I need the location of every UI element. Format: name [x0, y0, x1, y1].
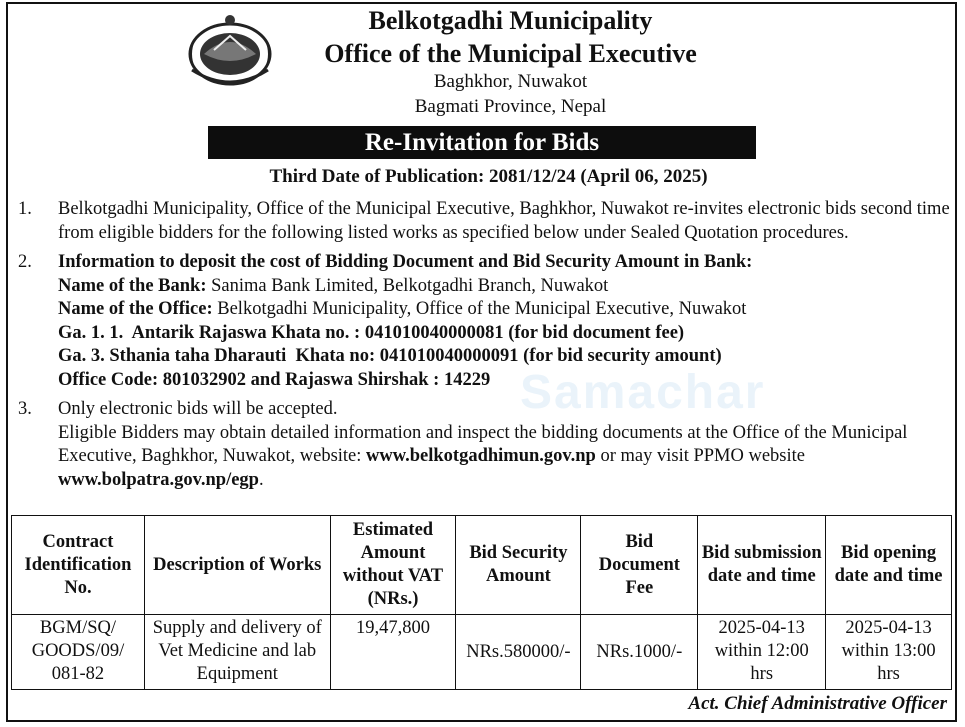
cell-description: Supply and delivery of Vet Medicine and lab Equipment — [144, 615, 330, 690]
item-3 — [18, 398, 952, 492]
electronic-bids-line: Only electronic bids will be accepted. — [58, 399, 338, 419]
municipality-website-link[interactable]: www.belkotgadhimun.gov.np — [366, 446, 596, 466]
item-number: 3. — [18, 399, 32, 419]
header-contract-id: Contract Identification No. — [12, 516, 145, 615]
signatory-title: Act. Chief Administrative Officer — [688, 693, 947, 714]
header-opening-date: Bid opening date and time — [826, 516, 952, 615]
address-line-1: Baghkhor, Nuwakot — [433, 71, 588, 92]
bank-info-heading: Information to deposit the cost of Bidding Document and Bid Security Amount in Bank: — [58, 252, 753, 272]
bank-name-line: Name of the Bank: Sanima Bank Limited, Belkotgadhi Branch, Nuwakot — [58, 275, 609, 296]
table-header-row — [12, 516, 952, 615]
cell-document-fee: NRs.1000/- — [581, 615, 698, 690]
letterhead — [0, 4, 965, 119]
item-number: 1. — [18, 199, 32, 219]
watermark: Samachar — [520, 366, 766, 419]
notice-items — [18, 198, 952, 492]
cell-submission-date: 2025-04-13 within 12:00 hrs — [698, 615, 826, 690]
address-line-2: Bagmati Province, Nepal — [414, 96, 607, 117]
account-line-ga3: Ga. 3. Sthania taha Dharauti Khata no: 041010040000091 (for bid security amount) — [58, 346, 722, 366]
notice-title-banner: Re-Invitation for Bids — [208, 126, 756, 159]
bidder-info-paragraph: Eligible Bidders may obtain detailed information and inspect the bidding documents at the Office of the Municipal Executive, Baghkhor, Nuwakot, website: www.belkotgadhimun.gov.np or may visit PPMO website www.bolpatra.gov.np/egp. — [58, 422, 908, 490]
office-name: Office of the Municipal Executive — [324, 39, 697, 68]
cell-opening-date: 2025-04-13 within 13:00 hrs — [826, 615, 952, 690]
header-document-fee: Bid Document Fee — [581, 516, 698, 615]
office-code-line: Office Code: 801032902 and Rajaswa Shirshak : 14229 — [58, 369, 491, 390]
table-row — [12, 615, 952, 690]
ppmo-website-link[interactable]: www.bolpatra.gov.np/egp — [58, 469, 259, 490]
cell-estimated-amount: 19,47,800 — [330, 615, 456, 690]
item-1 — [18, 198, 952, 245]
header-bid-security: Bid Security Amount — [456, 516, 581, 615]
header-description: Description of Works — [144, 516, 330, 615]
cell-bid-security: NRs.580000/- — [456, 615, 581, 690]
item-text: Belkotgadhi Municipality, Office of the Municipal Executive, Baghkhor, Nuwakot re-invites electronic bids second time from eligible bidders for the following listed works as specified below under Sealed Quotation procedures. — [58, 199, 950, 243]
item-number: 2. — [18, 252, 32, 272]
account-line-ga1: Ga. 1. 1. Antarik Rajaswa Khata no. : 041010040000081 (for bid document fee) — [58, 322, 685, 343]
municipality-name: Belkotgadhi Municipality — [368, 6, 653, 35]
office-name-line: Name of the Office: Belkotgadhi Municipality, Office of the Municipal Executive, Nuwakot — [58, 299, 747, 319]
header-submission-date: Bid submission date and time — [698, 516, 826, 615]
publication-date: Third Date of Publication: 2081/12/24 (April 06, 2025) — [269, 166, 708, 187]
cell-contract-id: BGM/SQ/ GOODS/09/ 081-82 — [12, 615, 145, 690]
bids-table — [11, 515, 952, 690]
header-estimated-amount: Estimated Amount without VAT (NRs.) — [330, 516, 456, 615]
item-2 — [18, 251, 952, 392]
